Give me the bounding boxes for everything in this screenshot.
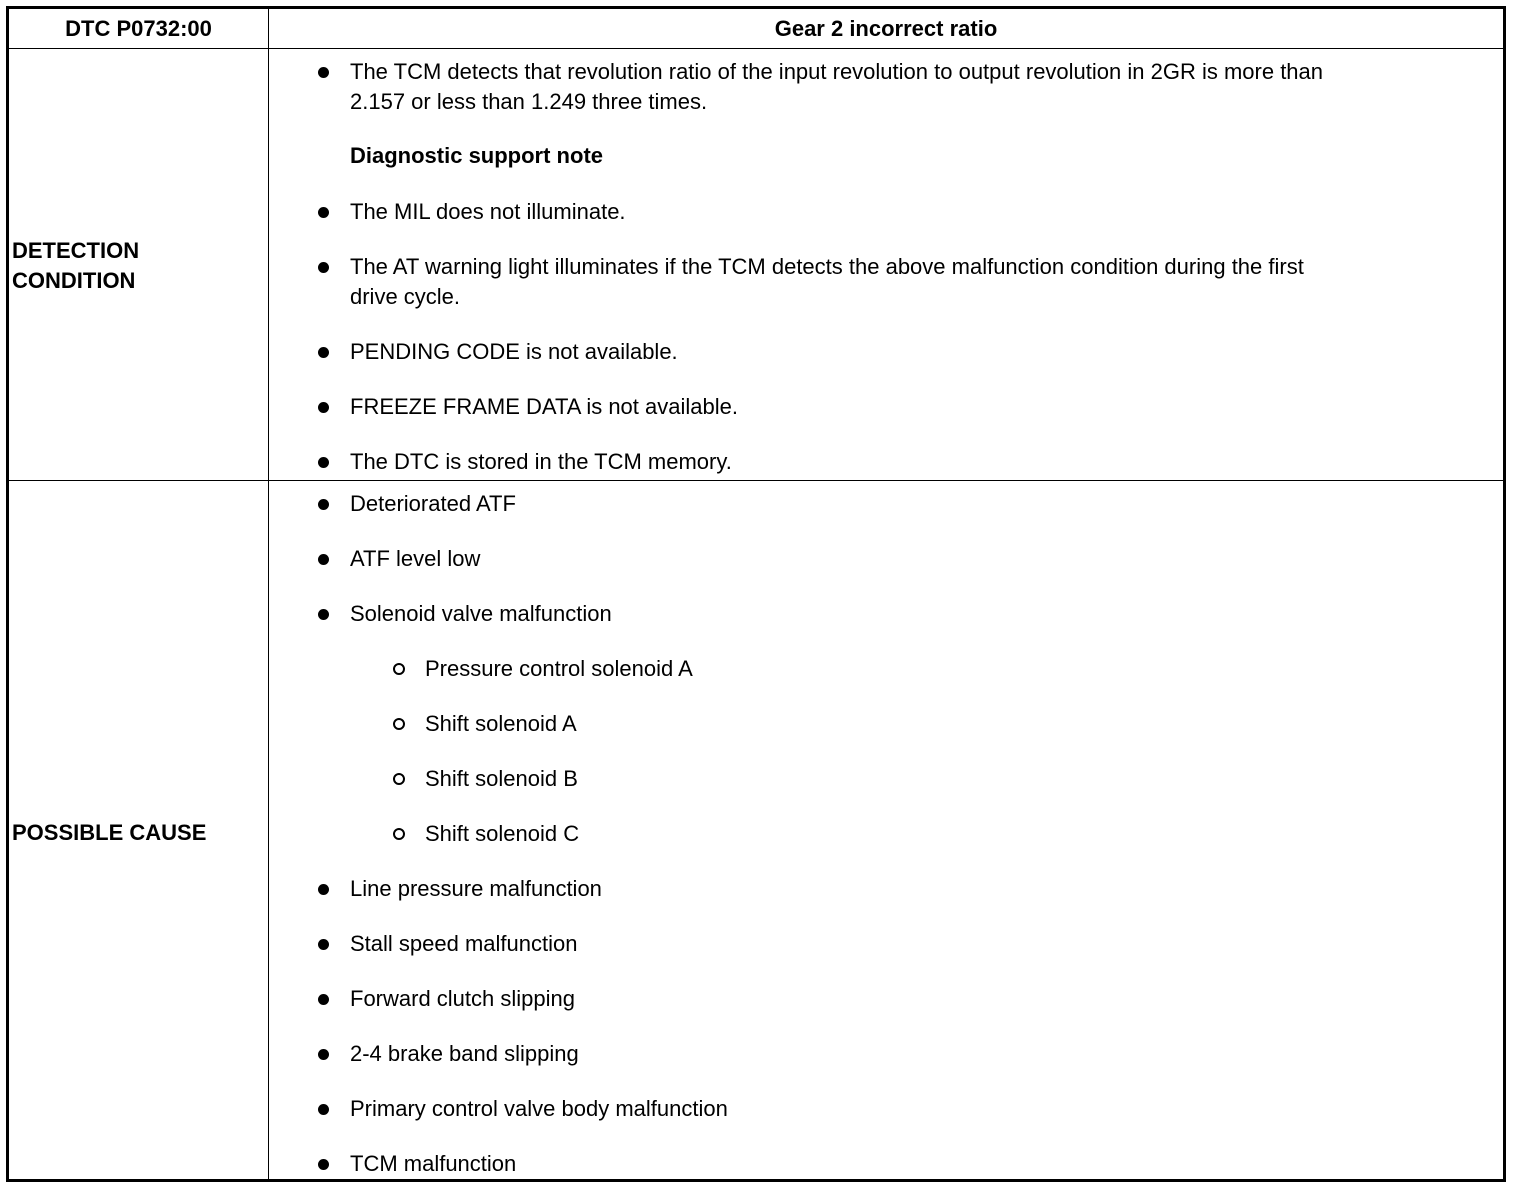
- dtc-title: Gear 2 incorrect ratio: [774, 16, 998, 41]
- cause-subitem-3: Shift solenoid B: [425, 766, 578, 791]
- cause-item-8: Primary control valve body malfunction: [350, 1096, 728, 1121]
- dtc-code: DTC P0732:00: [65, 16, 212, 41]
- bullet-icon: [318, 994, 329, 1005]
- detection-item-1-line-2: 2.157 or less than 1.249 three times.: [350, 89, 708, 114]
- sub-bullet-icon: [393, 718, 405, 730]
- sub-bullet-icon: [393, 663, 405, 675]
- possible-cause-label: POSSIBLE CAUSE: [12, 820, 207, 845]
- cause-subitem-2: Shift solenoid A: [425, 711, 577, 736]
- cause-item-9: TCM malfunction: [350, 1151, 517, 1176]
- cause-item-7: 2-4 brake band slipping: [350, 1041, 579, 1066]
- bullet-icon: [318, 67, 329, 78]
- table-frame: [6, 6, 1506, 1182]
- cause-subitem-1: Pressure control solenoid A: [425, 656, 693, 681]
- cause-item-3: Solenoid valve malfunction: [350, 601, 612, 626]
- bullet-icon: [318, 609, 329, 620]
- bullet-icon: [318, 939, 329, 950]
- detection-item-4: PENDING CODE is not available.: [350, 339, 678, 364]
- cause-item-1: Deteriorated ATF: [350, 491, 516, 516]
- bullet-icon: [318, 1049, 329, 1060]
- sub-bullet-icon: [393, 773, 405, 785]
- bullet-icon: [318, 402, 329, 413]
- sub-bullet-icon: [393, 828, 405, 840]
- cause-item-4: Line pressure malfunction: [350, 876, 602, 901]
- detection-label-line1: DETECTION: [12, 238, 140, 263]
- detection-condition-label: [12, 236, 139, 296]
- cause-item-2: ATF level low: [350, 546, 481, 571]
- bullet-icon: [318, 1104, 329, 1115]
- column-divider: [268, 6, 269, 1182]
- header-divider: [6, 48, 1506, 49]
- bullet-icon: [318, 1159, 329, 1170]
- detection-item-6: The DTC is stored in the TCM memory.: [350, 449, 732, 474]
- bullet-icon: [318, 884, 329, 895]
- detection-item-3-line-1: The AT warning light illuminates if the TCM detects the above malfunction condition during the first: [350, 254, 1304, 279]
- diagnostic-support-note: Diagnostic support note: [350, 143, 603, 168]
- detection-label-line2: CONDITION: [12, 268, 136, 293]
- detection-item-1-line-1: The TCM detects that revolution ratio of the input revolution to output revolution in 2GR is more than: [350, 59, 1324, 84]
- bullet-icon: [318, 262, 329, 273]
- cause-item-5: Stall speed malfunction: [350, 931, 578, 956]
- bullet-icon: [318, 554, 329, 565]
- bullet-icon: [318, 347, 329, 358]
- bullet-icon: [318, 457, 329, 468]
- bullet-icon: [318, 499, 329, 510]
- detection-item-2: The MIL does not illuminate.: [350, 199, 626, 224]
- detection-item-3-line-2: drive cycle.: [350, 284, 461, 309]
- detection-item-5: FREEZE FRAME DATA is not available.: [350, 394, 738, 419]
- bullet-icon: [318, 207, 329, 218]
- cause-subitem-4: Shift solenoid C: [425, 821, 580, 846]
- row-divider: [6, 480, 1506, 481]
- cause-item-6: Forward clutch slipping: [350, 986, 575, 1011]
